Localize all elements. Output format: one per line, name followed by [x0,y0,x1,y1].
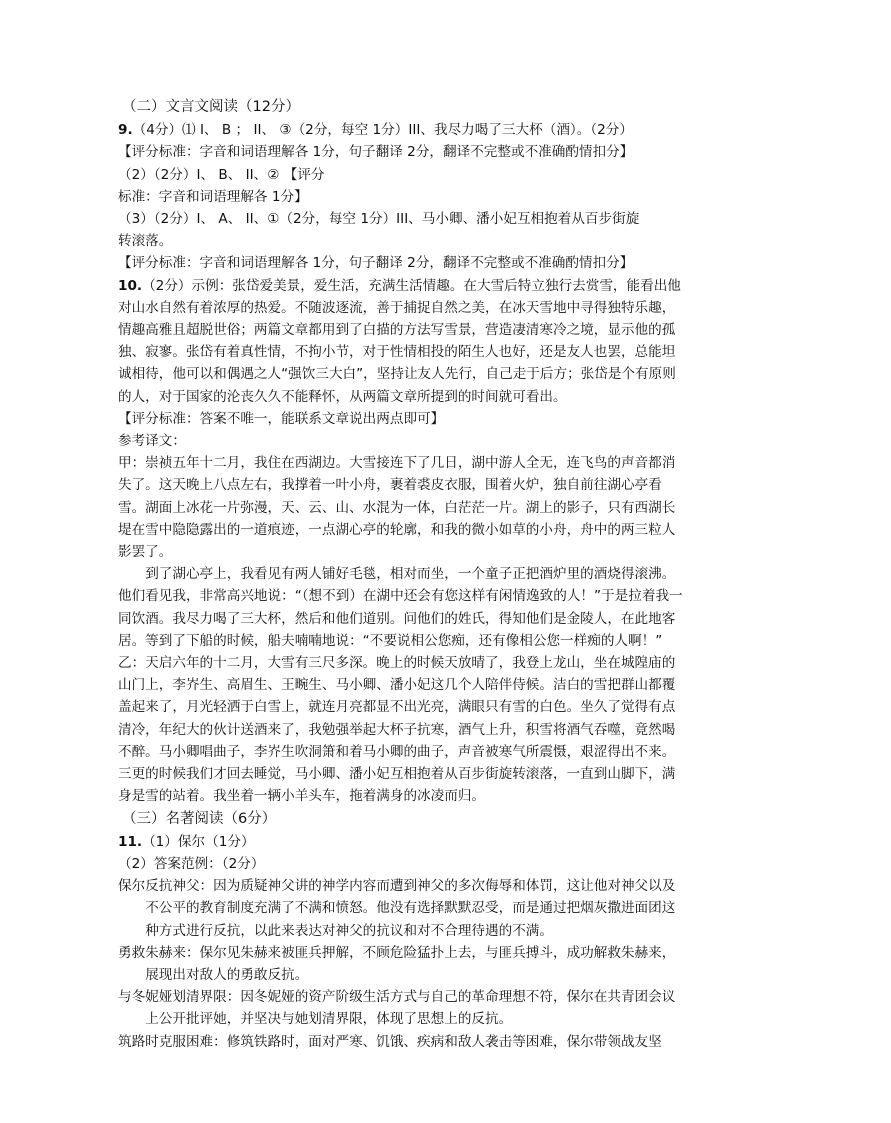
q9-answer-3-cont: 转滚落。 [118,233,173,250]
q11-item-rescue-zhuhelai: 勇救朱赫来：保尔见朱赫来被匪兵押解，不顾危险猛扑上去，与匪兵搏斗，成功解救朱赫来，展现出对敌人的勇敢反抗。 [118,944,676,983]
q11-item-railway-building: 筑路时克服困难：修筑铁路时，面对严寒、饥饿、疾病和敌人袭击等困难，保尔带领战友坚 [118,1033,662,1050]
translation-yi-paragraph: 乙：天启六年的十二月，大雪有三尺多深。晚上的时候天放晴了，我登上龙山，坐在城隍庙的山门上，李岕生、高眉生、王畹生、马小卿、潘小妃这几个人陪伴侍候。洁白的雪把群山都覆盖起来了，月光轻洒于白雪上，就连月亮都显不出光亮，满眼只有雪的白色。坐久了觉得有点清冷，年纪大的伙计送酒来了，我勉强举起大杯子抗寒，酒气上升，积雪将酒气吞噬，竟然喝不醉。马小卿唱曲子，李岕生吹洞箫和着马小卿的曲子，声音被寒气所震慑，艰涩得出不来。三更的时候我们才回去睡觉，马小卿、潘小妃互相抱着从百步街旋转滚落，一直到山脚下，满身是雪的站着。我坐着一辆小羊头车，拖着满身的冰凌而归。 [118,655,676,805]
q9-scoring-standard-1: 【评分标准：字音和词语理解各 1分，句子翻译 2分，翻译不完整或不准确酌情扣分】 [118,144,634,161]
q11-item-break-with-tonya: 与冬妮娅划清界限：因冬妮娅的资产阶级生活方式与自己的革命理想不符，保尔在共青团会议上公开批评她，并坚决与她划清界限，体现了思想上的反抗。 [118,989,676,1028]
q9-scoring-standard-2: 【评分标准：字音和词语理解各 1分，句子翻译 2分，翻译不完整或不准确酌情扣分】 [118,255,634,272]
translation-jia-paragraph-1: 甲：崇祯五年十二月，我住在西湖边。大雪接连下了几日，湖中游人全无，连飞鸟的声音都消失了。这天晚上八点左右，我撑着一叶小舟，裹着裘皮衣服，围着火炉，独自前往湖心亭看雪。湖面上冰花一片弥漫，天、云、山、水混为一体，白茫茫一片。湖上的影子，只有西湖长堤在雪中隐隐露出的一道痕迹，一点湖心亭的轮廓，和我的微小如草的小舟，舟中的两三粒人影罢了。 [118,455,676,561]
q11-answer-1: （1）保尔（1分） [142,833,255,850]
q10-number: 10. [118,277,143,294]
translation-jia-paragraph-2: 到了湖心亭上，我看见有两人铺好毛毯，相对而坐，一个童子正把酒炉里的酒烧得滚沸。他们看见我，非常高兴地说：“（想不到）在湖中还会有您这样有闲情逸致的人！”于是拉着我一同饮酒。我尽力喝了三大杯，然后和他们道别。问他们的姓氏，得知他们是金陵人，在此地客居。等到了下船的时候，船夫喃喃地说：“不要说相公您痴，还有像相公您一样痴的人啊！” [118,566,683,649]
q9-answer-3: （3）（2分）I、 A、 II、①（2分，每空 1分）III、马小卿、潘小妃互相抱着从百步街旋 [118,211,640,228]
section-heading-classics-reading: （三）名著阅读（6分） [122,810,277,827]
q11-number: 11. [118,833,143,850]
q11-part1 [118,831,684,853]
section-heading-classical-reading: （二）文言文阅读（12分） [122,99,300,115]
q10-answer-paragraph [118,275,684,408]
translation-label: 参考译文： [118,433,186,450]
q9-line1 [118,119,684,141]
q11-part2: （2）答案范例：（2分） [118,855,265,872]
q9-number: 9. [118,122,133,139]
q9-answer-2: （2）（2分）I、 B、 II、② 【评分 [118,166,325,183]
q10-answer: （2分）示例：张岱爱美景，爱生活，充满生活情趣。在大雪后特立独行去赏雪，能看出他对山水自然有着浓厚的热爱。不随波逐流，善于捕捉自然之美，在冰天雪地中寻得独特乐趣，情趣高雅且超脱世俗；两篇文章都用到了白描的方法写雪景，营造凄清寒冷之境，显示他的孤独、寂寥。张岱有着真性情，不拘小节，对于性情相投的陌生人也好，还是友人也罢，总能坦诚相待，他可以和偶遇之人“强饮三大白”，坚持让友人先行，自己走于后方；张岱是个有原则的人，对于国家的沦丧久久不能释怀，从两篇文章所提到的时间就可看出。 [118,277,681,405]
q11-item-resist-priest: 保尔反抗神父：因为质疑神父讲的神学内容而遭到神父的多次侮辱和体罚，这让他对神父以及不公平的教育制度充满了不满和愤怒。他没有选择默默忍受，而是通过把烟灰撒进面团这种方式进行反抗，以此来表达对神父的抗议和对不合理待遇的不满。 [118,878,676,939]
q9-answer-1: （4分）⑴ I、 B ； II、 ③（2分，每空 1分）III、我尽力喝了三大杯（酒）。（2分） [132,122,633,139]
q10-scoring-standard: 【评分标准：答案不唯一，能联系文章说出两点即可】 [118,410,445,427]
document-page [118,96,684,1053]
q9-answer-2-standard: 标准：字音和词语理解各 1分】 [118,188,308,205]
